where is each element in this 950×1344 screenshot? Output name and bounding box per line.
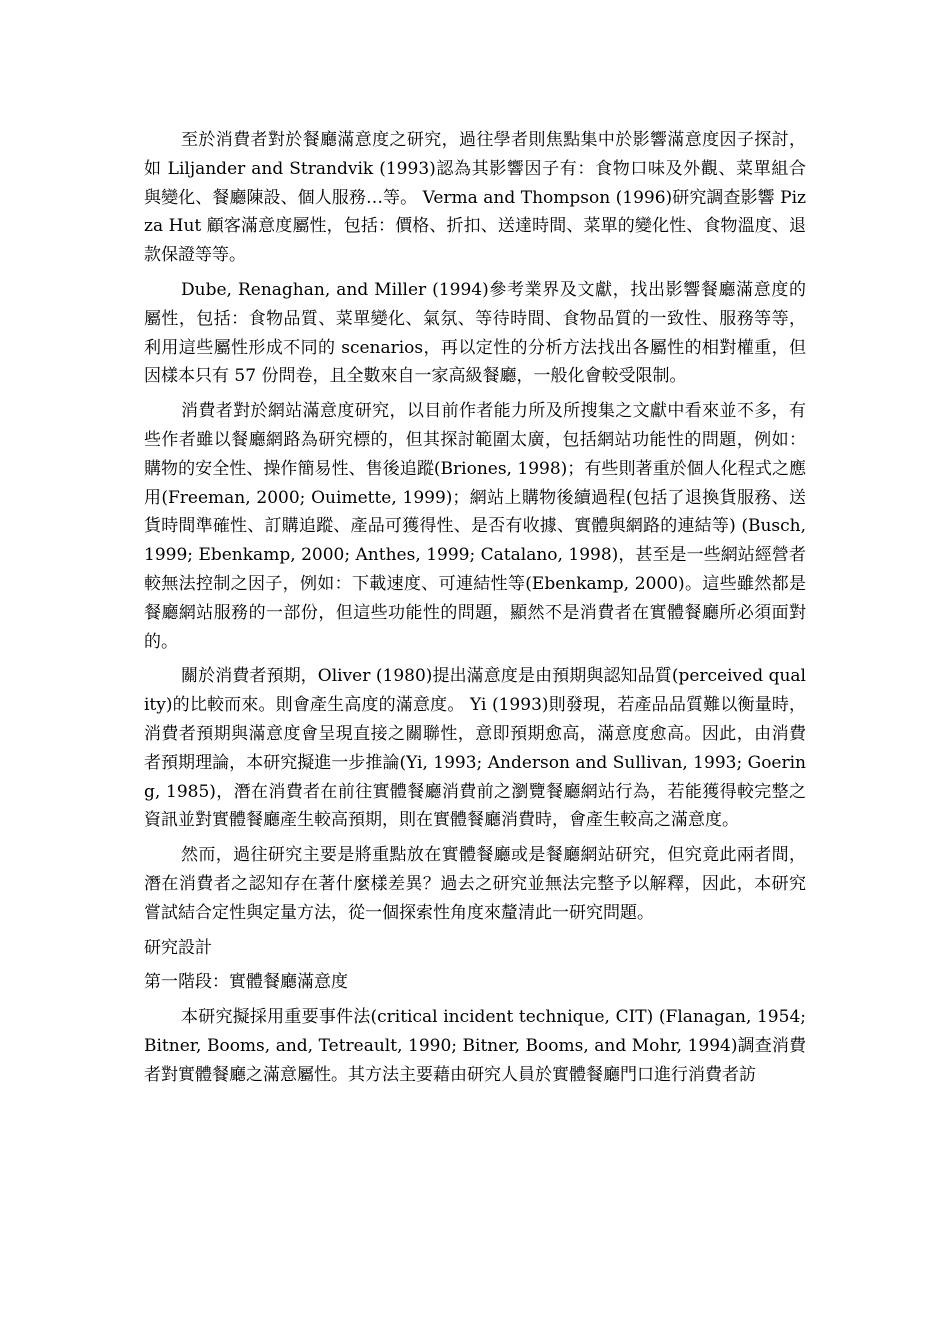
paragraph-cit-method: 本研究擬採用重要事件法(critical incident technique, CIT) (Flanagan, 1954; Bitner, Booms, and, Tetreault, 1990; Bitner, Booms, and Mohr, 1994)調查消費者對實體餐廳之滿意屬性。其方法主要藉由研究人員於實體餐廳門口進行消費者訪 xyxy=(144,1007,806,1085)
paragraph-dube-study: Dube, Renaghan, and Miller (1994)參考業界及文獻，找出影響餐廳滿意度的屬性，包括：食物品質、菜單變化、氣氛、等待時間、食物品質的一致性、服務等等，利用這些屬性形成不同的 scenarios，再以定性的分析方法找出各屬性的相對權重，但因樣本只有 57 份問卷，且全數來自一家高級餐廳，一般化會較受限制。 xyxy=(144,279,806,387)
paragraph-consumer-expectation: 關於消費者預期，Oliver (1980)提出滿意度是由預期與認知品質(perceived quality)的比較而來。則會產生高度的滿意度。 Yi (1993)則發現，若產品品質難以衡量時，消費者預期與滿意度會呈現直接之關聯性，意即預期愈高，滿意度愈高。因此，由消費者預期理論，本研究擬進一步推論(Yi, 1993; Anderson and Sullivan, 1993; Goering, 1985)，潛在消費者在前往實體餐廳消費前之瀏覽餐廳網站行為，若能獲得較完整之資訊並對實體餐廳產生較高預期，則在實體餐廳消費時，會產生較高之滿意度。 xyxy=(144,666,806,831)
subsection-heading: 第一階段：實體餐廳滿意度 xyxy=(144,972,348,993)
paragraph-research-gap: 然而，過往研究主要是將重點放在實體餐廳或是餐廳網站研究，但究竟此兩者間，潛在消費者之認知存在著什麼樣差異？過去之研究並無法完整予以解釋，因此，本研究嘗試結合定性與定量方法，從一個探索性角度來釐清此一研究問題。 xyxy=(144,845,806,923)
paragraph-restaurant-satisfaction: 至於消費者對於餐廳滿意度之研究，過往學者則焦點集中於影響滿意度因子探討，如 Liljander and Strandvik (1993)認為其影響因子有：食物口味及外觀、菜單組合與變化、餐廳陳設、個人服務…等。 Verma and Thompson (1996)研究調查影響 Pizza Hut 顧客滿意度屬性，包括：價格、折扣、送達時間、菜單的變化性、食物溫度、退款保證等等。 xyxy=(144,130,806,266)
section-heading: 研究設計 xyxy=(144,937,212,958)
paragraph-website-satisfaction: 消費者對於網站滿意度研究，以目前作者能力所及所搜集之文獻中看來並不多，有些作者雖以餐廳網路為研究標的，但其探討範圍太廣，包括網站功能性的問題，例如：購物的安全性、操作簡易性、售後追蹤(Briones, 1998)；有些則著重於個人化程式之應用(Freeman, 2000; Ouimette, 1999)；網站上購物後續過程(包括了退換貨服務、送貨時間準確性、訂購追蹤、產品可獲得性、是否有收據、實體與網路的連結等) (Busch, 1999; Ebenkamp, 2000; Anthes, 1999; Catalano, 1998)，甚至是一些網站經營者較無法控制之因子，例如：下載速度、可連結性等(Ebenkamp, 2000)。這些雖然都是餐廳網站服務的一部份，但這些功能性的問題，顯然不是消費者在實體餐廳所必須面對的。 xyxy=(144,401,806,652)
document-page xyxy=(144,126,806,1096)
